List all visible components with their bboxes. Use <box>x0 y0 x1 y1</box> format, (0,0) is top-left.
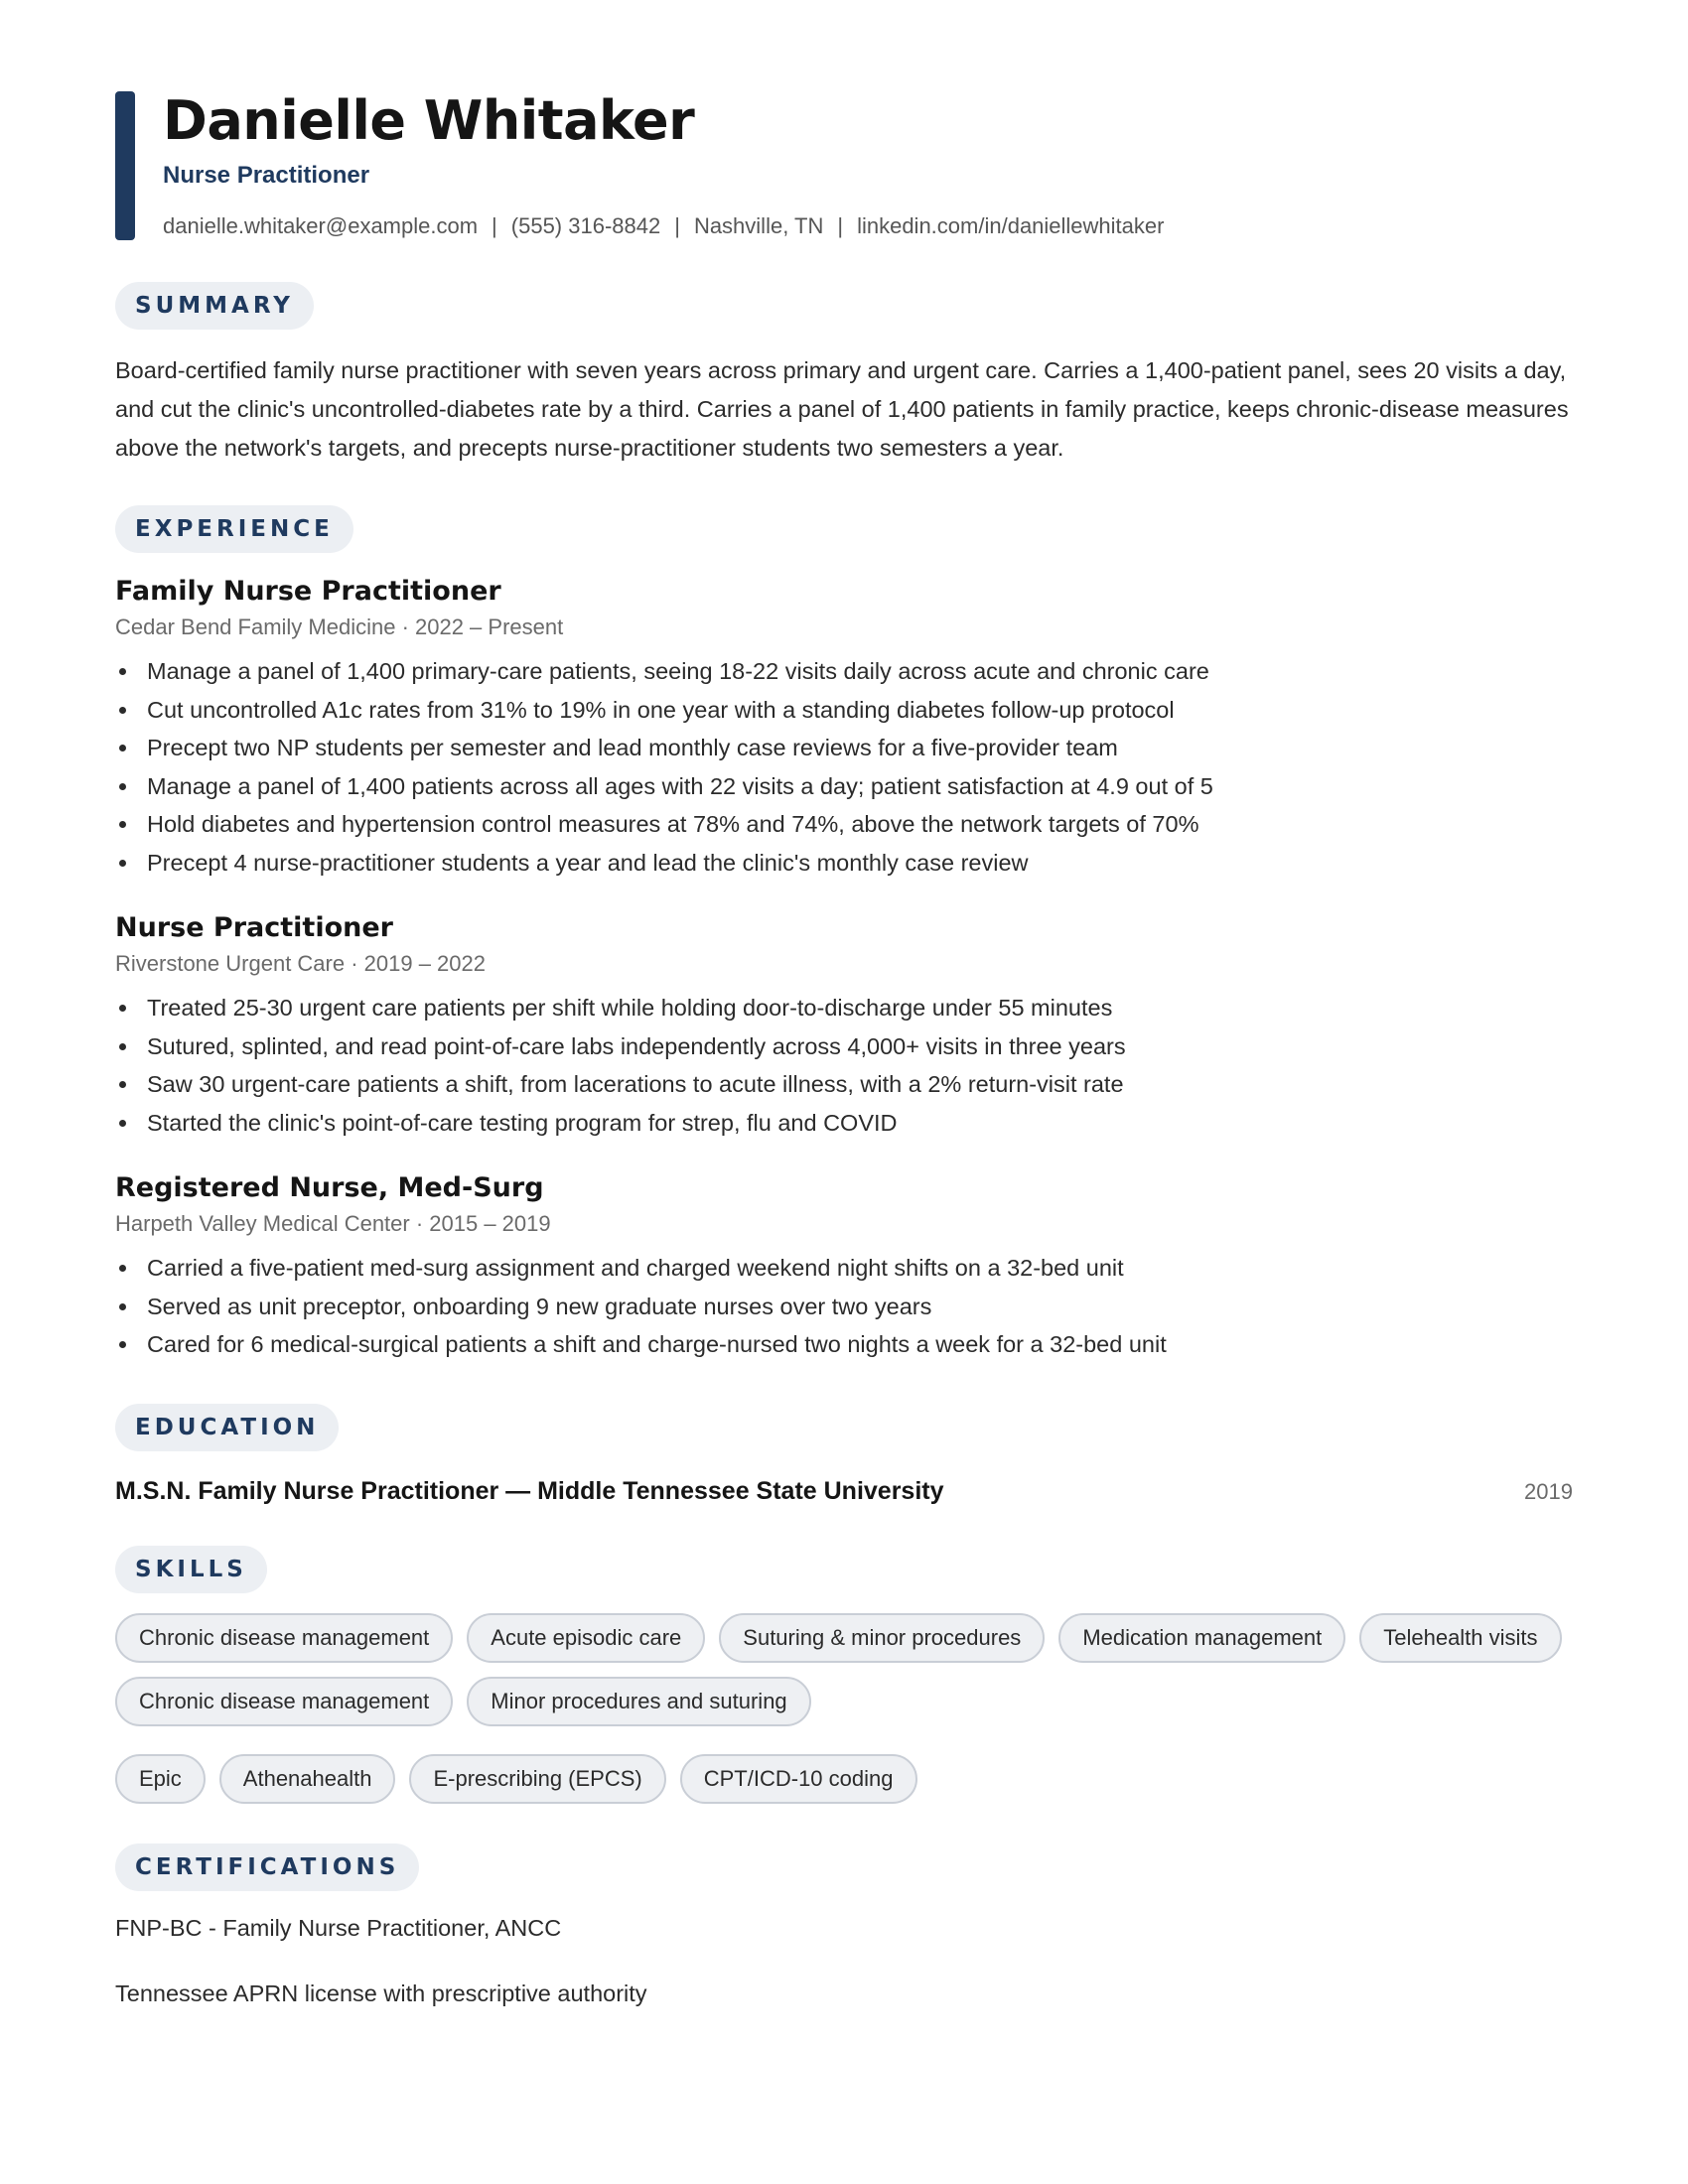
contact-location: Nashville, TN <box>693 213 824 238</box>
education-degree: M.S.N. Family Nurse Practitioner — Middle Tennessee State University <box>115 1476 944 1505</box>
job-entry <box>115 911 1573 1142</box>
experience-section <box>115 505 1573 1364</box>
bullet-text: Manage a panel of 1,400 primary-care patients, seeing 18-22 visits daily across acute and chronic care <box>147 658 1209 684</box>
bullet-item <box>115 729 1573 767</box>
bullet-item <box>115 805 1573 844</box>
bullet-dot <box>119 860 126 867</box>
skill-chip: Suturing & minor procedures <box>719 1613 1045 1663</box>
tools-skills-list <box>115 1754 1573 1804</box>
summary-text: Board-certified family nurse practitioner with seven years across primary and urgent care. Carries a 1,400-patient panel, sees 20 visits a day, and cut the clinic's uncontrolled-diabetes rate by a third. Carries a panel of 1,400 patients in family practice, keeps chronic-disease measures above the network's targets, and precepts nurse-practitioner students two semesters a year. <box>115 357 1569 461</box>
bullet-dot <box>119 745 126 751</box>
job-meta: Cedar Bend Family Medicine · 2022 – Present <box>115 614 564 639</box>
bullet-dot <box>119 1081 126 1088</box>
bullet-dot <box>119 668 126 675</box>
contact-separator: | <box>837 213 844 238</box>
education-heading: EDUCATION <box>115 1404 339 1451</box>
candidate-name: Danielle Whitaker <box>163 89 695 152</box>
bullet-item <box>115 1065 1573 1104</box>
certifications-heading: CERTIFICATIONS <box>115 1843 419 1891</box>
bullet-item <box>115 1288 1573 1326</box>
tool-chip: Athenahealth <box>219 1754 396 1804</box>
bullet-text: Cut uncontrolled A1c rates from 31% to 19% in one year with a standing diabetes follow-up protocol <box>147 696 1175 723</box>
bullet-item <box>115 844 1573 883</box>
summary-section <box>115 282 1573 468</box>
candidate-title: Nurse Practitioner <box>163 162 370 189</box>
bullet-text: Cared for 6 medical-surgical patients a shift and charge-nursed two nights a week for a 32-bed unit <box>147 1331 1167 1357</box>
skill-chip: Acute episodic care <box>467 1613 705 1663</box>
skill-chip: Minor procedures and suturing <box>467 1677 810 1726</box>
bullet-text: Carried a five-patient med-surg assignment and charged weekend night shifts on a 32-bed unit <box>147 1255 1124 1281</box>
bullet-dot <box>119 707 126 714</box>
skills-section <box>115 1546 1573 1804</box>
job-entry <box>115 575 1573 882</box>
bullet-item <box>115 767 1573 806</box>
bullet-item <box>115 652 1573 691</box>
bullet-text: Hold diabetes and hypertension control measures at 78% and 74%, above the network targets of 70% <box>147 811 1199 837</box>
skill-chip: Chronic disease management <box>115 1677 453 1726</box>
certification-item: FNP-BC - Family Nurse Practitioner, ANCC <box>115 1914 562 1941</box>
education-section <box>115 1404 1573 1506</box>
accent-bar <box>115 91 135 240</box>
job-meta: Harpeth Valley Medical Center · 2015 – 2019 <box>115 1211 551 1236</box>
bullet-dot <box>119 1341 126 1348</box>
bullet-text: Manage a panel of 1,400 patients across all ages with 22 visits a day; patient satisfaction at 4.9 out of 5 <box>147 772 1213 799</box>
job-bullets <box>115 652 1573 882</box>
bullet-item <box>115 1104 1573 1143</box>
clinical-skills-list <box>115 1613 1573 1726</box>
skills-heading: SKILLS <box>115 1546 267 1593</box>
bullet-dot <box>119 1005 126 1012</box>
contact-email[interactable]: danielle.whitaker@example.com <box>163 213 479 238</box>
resume-header <box>115 91 1573 240</box>
bullet-item <box>115 1325 1573 1364</box>
certification-item: Tennessee APRN license with prescriptive authority <box>115 1979 647 2006</box>
bullet-dot <box>119 1303 126 1310</box>
tool-chip: Epic <box>115 1754 206 1804</box>
job-title: Registered Nurse, Med-Surg <box>115 1172 544 1203</box>
experience-heading: EXPERIENCE <box>115 505 353 553</box>
skill-chip: Medication management <box>1058 1613 1345 1663</box>
job-title: Nurse Practitioner <box>115 912 393 943</box>
bullet-text: Precept two NP students per semester and lead monthly case reviews for a five-provider team <box>147 735 1118 760</box>
bullet-text: Served as unit preceptor, onboarding 9 new graduate nurses over two years <box>147 1293 932 1319</box>
bullet-dot <box>119 821 126 828</box>
job-title: Family Nurse Practitioner <box>115 576 501 607</box>
summary-heading: SUMMARY <box>115 282 314 330</box>
bullet-dot <box>119 783 126 790</box>
contact-linkedin[interactable]: linkedin.com/in/daniellewhitaker <box>857 213 1165 238</box>
bullet-dot <box>119 1043 126 1050</box>
bullet-item <box>115 1249 1573 1288</box>
bullet-dot <box>119 1120 126 1127</box>
contact-separator: | <box>492 213 497 238</box>
bullet-text: Sutured, splinted, and read point-of-care labs independently across 4,000+ visits in three years <box>147 1032 1126 1059</box>
bullet-text: Precept 4 nurse-practitioner students a year and lead the clinic's monthly case review <box>147 849 1029 876</box>
bullet-text: Treated 25-30 urgent care patients per shift while holding door-to-discharge under 55 minutes <box>147 995 1113 1021</box>
bullet-text: Started the clinic's point-of-care testing program for strep, flu and COVID <box>147 1109 898 1136</box>
education-entry <box>115 1477 1573 1506</box>
job-entry <box>115 1171 1573 1364</box>
contact-line <box>163 212 1573 240</box>
resume-page <box>115 91 1573 2008</box>
bullet-item <box>115 989 1573 1027</box>
bullet-item <box>115 691 1573 730</box>
bullet-text: Saw 30 urgent-care patients a shift, from lacerations to acute illness, with a 2% return-visit rate <box>147 1071 1124 1097</box>
bullet-item <box>115 1027 1573 1066</box>
bullet-dot <box>119 1265 126 1272</box>
tool-chip: CPT/ICD-10 coding <box>680 1754 917 1804</box>
tool-chip: E-prescribing (EPCS) <box>409 1754 665 1804</box>
job-meta: Riverstone Urgent Care · 2019 – 2022 <box>115 951 486 976</box>
job-bullets <box>115 1249 1573 1364</box>
education-year: 2019 <box>1524 1478 1573 1504</box>
contact-separator: | <box>674 213 680 238</box>
skill-chip: Chronic disease management <box>115 1613 453 1663</box>
skill-chip: Telehealth visits <box>1359 1613 1561 1663</box>
certifications-section <box>115 1843 1573 2008</box>
job-bullets <box>115 989 1573 1142</box>
contact-phone[interactable]: (555) 316-8842 <box>510 213 661 238</box>
